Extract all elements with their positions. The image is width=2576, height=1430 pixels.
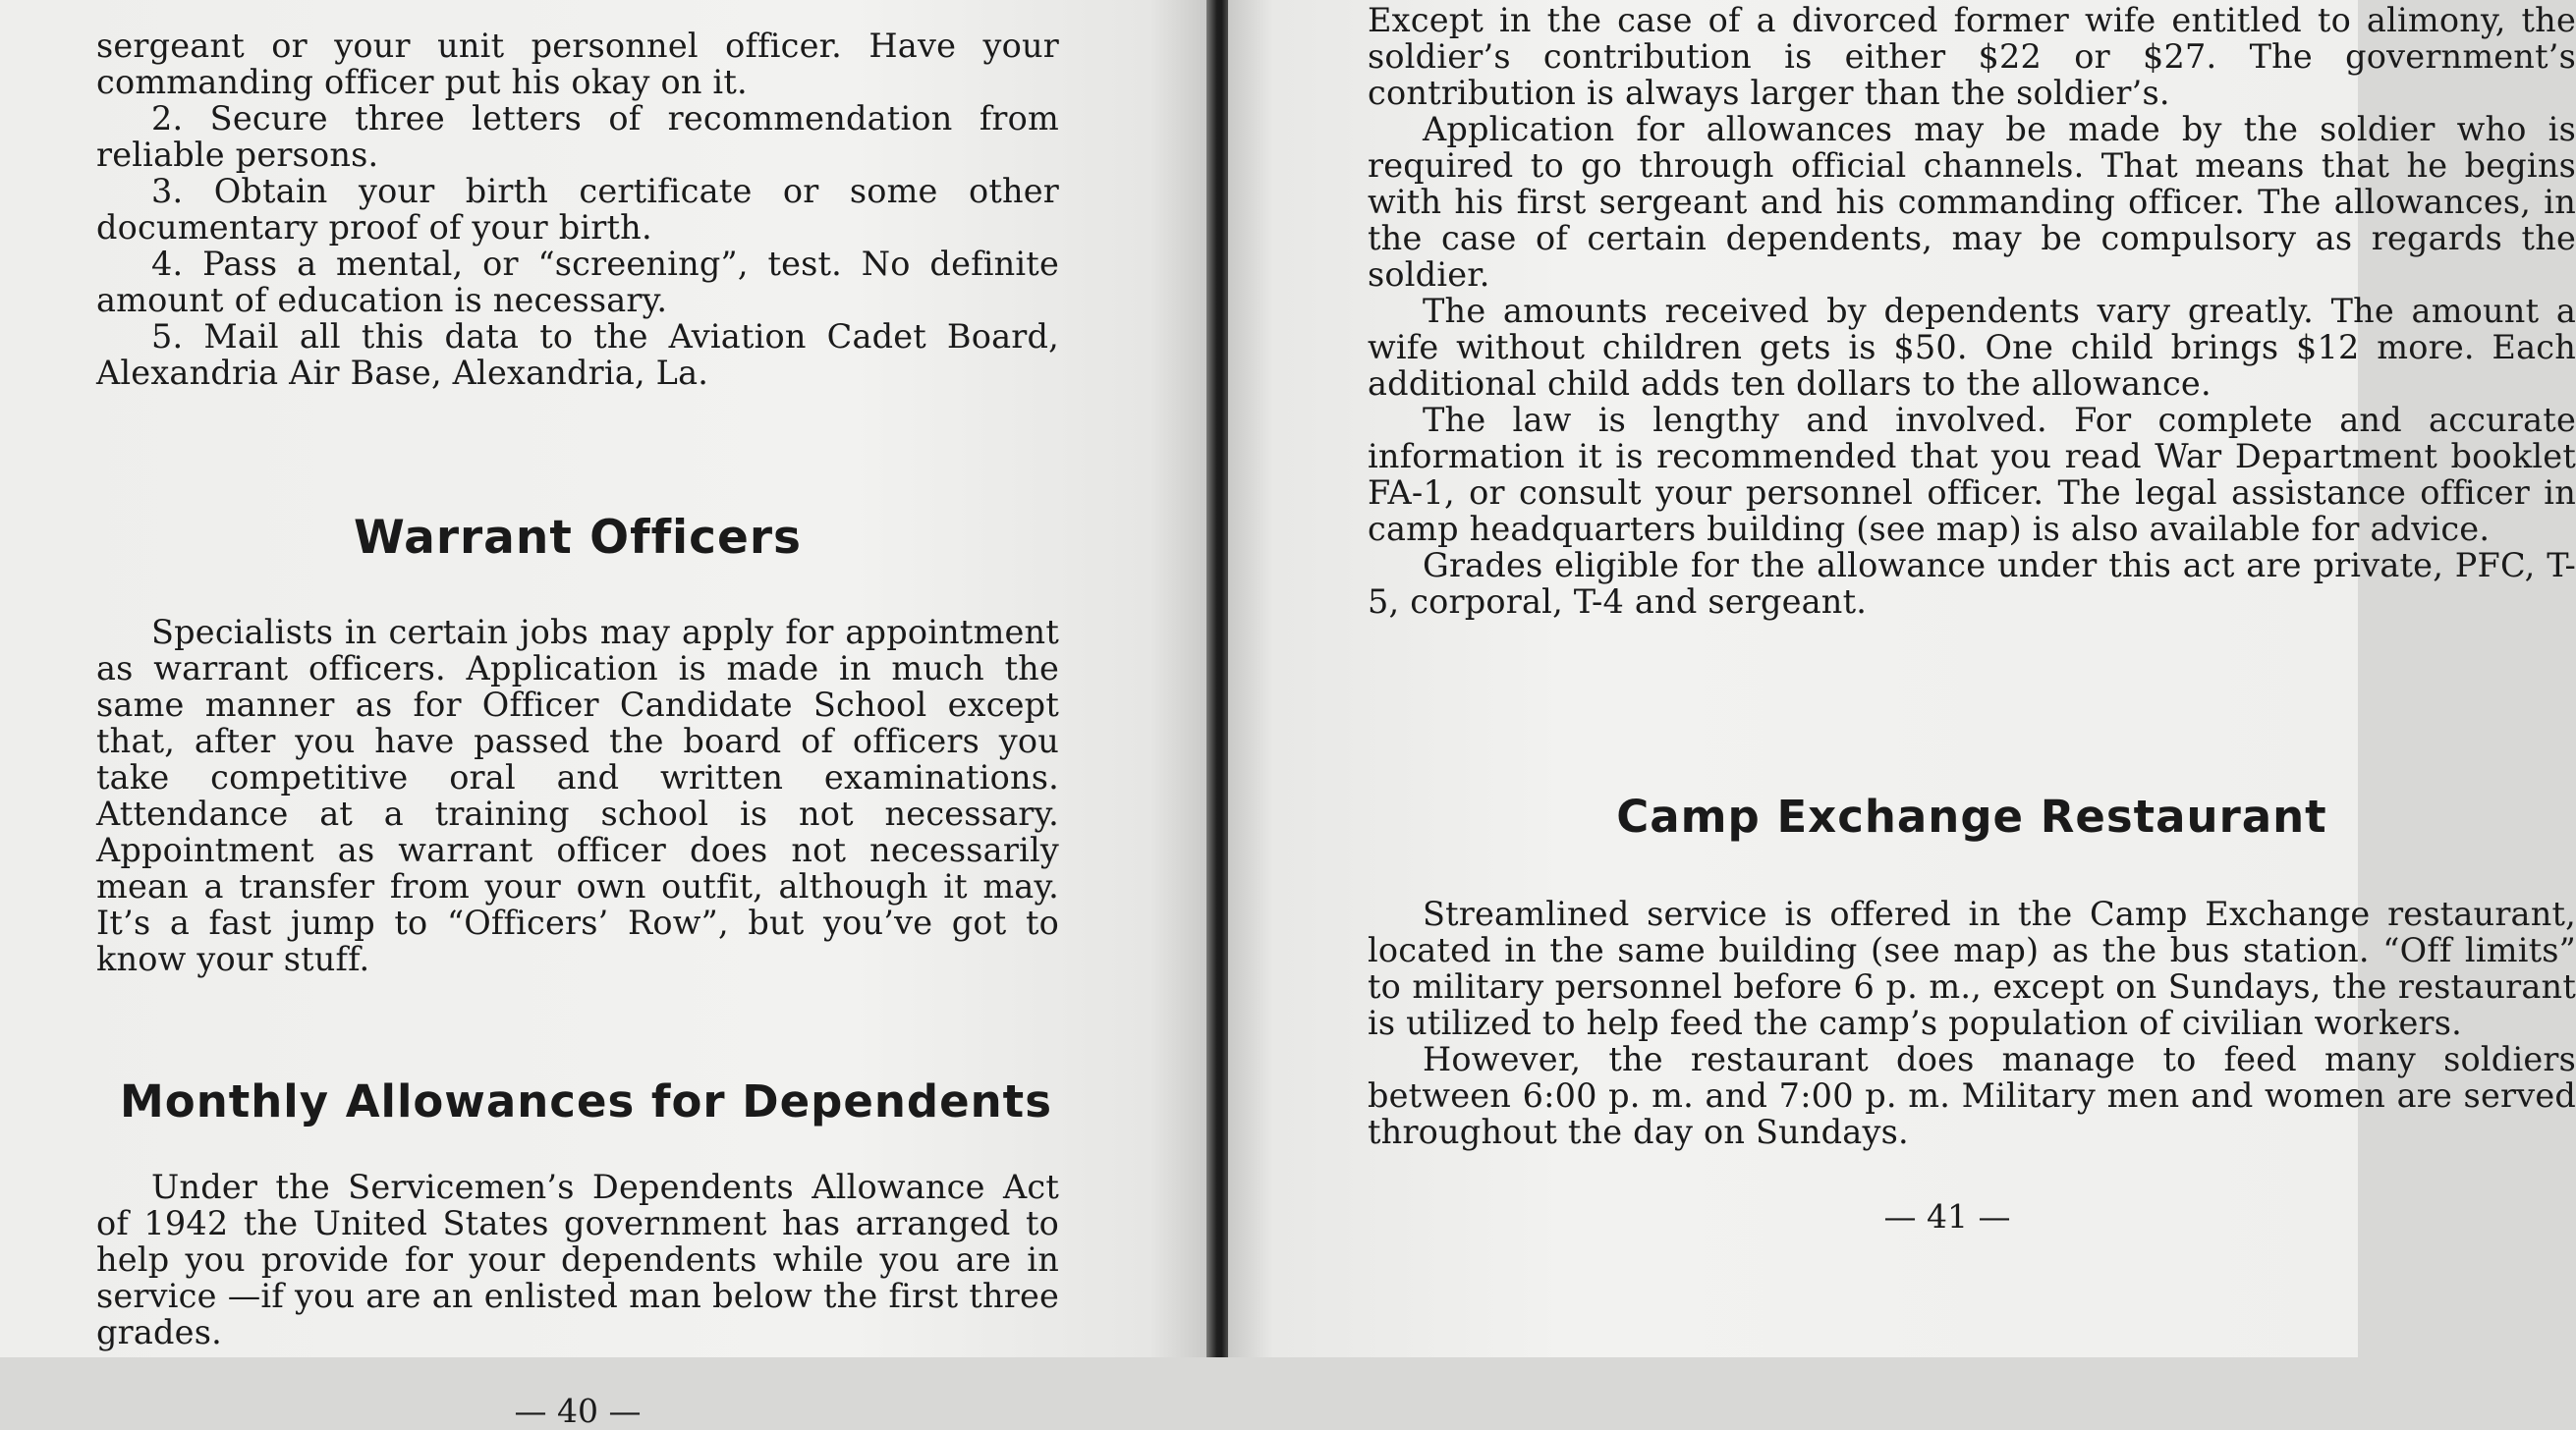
warrant-body: Specialists in certain jobs may apply for appointment as warrant officers. Application is made in much the same manner as for Officer Candidate School except that, after you have passed the board of officers you take competitive oral and written examinations. Attendance at a training school is not necessary. Appointment as warrant officer does not necessarily mean a transfer from your own outfit, although it may. It’s a fast jump to “Officers’ Row”, but you’ve got to know your stuff.: [96, 613, 1059, 978]
list-intro: sergeant or your unit personnel officer. Have your commanding officer put his okay on it.: [96, 27, 1059, 101]
list-item: 2. Secure three letters of recommendation from reliable persons.: [96, 99, 1059, 174]
paragraph: However, the restaurant does manage to feed many soldiers between 6:00 p. m. and 7:00 p. m. Military men and women are served throughout the day on Sundays.: [1368, 1040, 2576, 1151]
right-page: [1228, 0, 2576, 1357]
paragraph: Application for allowances may be made by the soldier who is required to go through official channels. That means that he begins with his first sergeant and his commanding officer. The allowances, in the case of certain dependents, may be compulsory as regards the soldier.: [1368, 110, 2576, 294]
right-text-column: [1368, 2, 2576, 620]
left-text-column: [96, 28, 1059, 391]
allowances-body: Under the Servicemen’s Dependents Allowance Act of 1942 the United States government has arranged to help you provide for your dependents while you are in service —if you are an enlisted man below the first three grades.: [96, 1168, 1059, 1351]
paragraph: The amounts received by dependents vary greatly. The amount a wife without children gets is $50. One child brings $12 more. Each additional child adds ten dollars to the allowance.: [1368, 292, 2576, 403]
camp-exchange-heading: Camp Exchange Restaurant: [1616, 791, 2327, 843]
list-item: 5. Mail all this data to the Aviation Cadet Board, Alexandria Air Base, Alexandria, La.: [96, 317, 1059, 392]
allowances-section: [96, 1169, 1059, 1350]
list-item: 4. Pass a mental, or “screening”, test. No definite amount of education is necessary.: [96, 245, 1059, 319]
page-number-right: — 41 —: [1883, 1197, 2011, 1236]
left-page: [0, 0, 1210, 1430]
warrant-section: [96, 614, 1059, 977]
paragraph: Except in the case of a divorced former wife entitled to alimony, the soldier’s contribution is either $22 or $27. The government’s contribution is always larger than the soldier’s.: [1368, 1, 2576, 112]
allowances-heading: Monthly Allowances for Dependents: [120, 1075, 1052, 1128]
paragraph: Grades eligible for the allowance under this act are private, PFC, T-5, corporal, T-4 and sergeant.: [1368, 546, 2576, 621]
warrant-officers-heading: Warrant Officers: [353, 511, 803, 565]
page-number-left: — 40 —: [514, 1392, 642, 1430]
list-item: 3. Obtain your birth certificate or some other documentary proof of your birth.: [96, 172, 1059, 247]
exchange-section: [1368, 896, 2576, 1150]
paragraph: The law is lengthy and involved. For complete and accurate information it is recommended that you read War Department booklet FA-1, or consult your personnel officer. The legal assistance officer in camp headquarters building (see map) is also available for advice.: [1368, 401, 2576, 548]
paragraph: Streamlined service is offered in the Camp Exchange restaurant, located in the same building (see map) as the bus station. “Off limits” to military personnel before 6 p. m., except on Sundays, the restaurant is utilized to help feed the camp’s population of civilian workers.: [1368, 895, 2576, 1042]
